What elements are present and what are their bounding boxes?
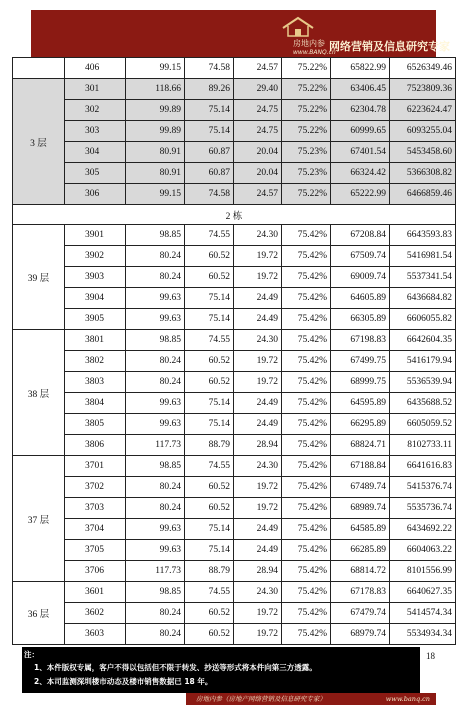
value-cell: 60.87 bbox=[185, 142, 234, 163]
floor-cell: 39 层 bbox=[13, 225, 65, 330]
value-cell: 6643593.83 bbox=[390, 225, 456, 246]
value-cell: 6640627.35 bbox=[390, 582, 456, 603]
table-row bbox=[13, 267, 456, 288]
value-cell: 66305.89 bbox=[331, 309, 390, 330]
value-cell: 6434692.22 bbox=[390, 519, 456, 540]
value-cell: 75.14 bbox=[185, 414, 234, 435]
value-cell: 6642604.35 bbox=[390, 330, 456, 351]
table-row bbox=[13, 142, 456, 163]
value-cell: 80.91 bbox=[126, 163, 185, 184]
house-logo-icon bbox=[281, 16, 315, 38]
value-cell: 80.91 bbox=[126, 142, 185, 163]
room-cell: 303 bbox=[65, 121, 126, 142]
value-cell: 117.73 bbox=[126, 435, 185, 456]
value-cell: 65822.99 bbox=[331, 58, 390, 79]
table-row bbox=[13, 121, 456, 142]
value-cell: 28.94 bbox=[234, 435, 282, 456]
value-cell: 24.75 bbox=[234, 121, 282, 142]
value-cell: 5534934.34 bbox=[390, 624, 456, 645]
value-cell: 75.42% bbox=[282, 372, 331, 393]
value-cell: 75.14 bbox=[185, 100, 234, 121]
value-cell: 75.14 bbox=[185, 393, 234, 414]
room-cell: 3602 bbox=[65, 603, 126, 624]
value-cell: 99.63 bbox=[126, 309, 185, 330]
value-cell: 66324.42 bbox=[331, 163, 390, 184]
value-cell: 66285.89 bbox=[331, 540, 390, 561]
value-cell: 24.57 bbox=[234, 184, 282, 205]
value-cell: 8102733.11 bbox=[390, 435, 456, 456]
value-cell: 75.42% bbox=[282, 561, 331, 582]
value-cell: 98.85 bbox=[126, 582, 185, 603]
value-cell: 24.57 bbox=[234, 58, 282, 79]
value-cell: 75.42% bbox=[282, 624, 331, 645]
value-cell: 74.55 bbox=[185, 582, 234, 603]
page-number: 18 bbox=[426, 651, 435, 661]
table-row bbox=[13, 330, 456, 351]
table-row bbox=[13, 100, 456, 121]
value-cell: 24.49 bbox=[234, 414, 282, 435]
room-cell: 3601 bbox=[65, 582, 126, 603]
value-cell: 67188.84 bbox=[331, 456, 390, 477]
room-cell: 3905 bbox=[65, 309, 126, 330]
value-cell: 75.42% bbox=[282, 435, 331, 456]
value-cell: 19.72 bbox=[234, 477, 282, 498]
value-cell: 99.63 bbox=[126, 519, 185, 540]
value-cell: 75.42% bbox=[282, 477, 331, 498]
value-cell: 80.24 bbox=[126, 498, 185, 519]
table-row bbox=[13, 58, 456, 79]
value-cell: 29.40 bbox=[234, 79, 282, 100]
value-cell: 5536539.94 bbox=[390, 372, 456, 393]
room-cell: 305 bbox=[65, 163, 126, 184]
value-cell: 99.15 bbox=[126, 184, 185, 205]
value-cell: 63406.45 bbox=[331, 79, 390, 100]
value-cell: 19.72 bbox=[234, 624, 282, 645]
room-cell: 406 bbox=[65, 58, 126, 79]
room-cell: 3904 bbox=[65, 288, 126, 309]
notes-line-2: 2、本司监测深圳楼市动态及楼市销售数据已 18 年。 bbox=[34, 677, 213, 686]
value-cell: 75.42% bbox=[282, 456, 331, 477]
room-cell: 3901 bbox=[65, 225, 126, 246]
table-row bbox=[13, 477, 456, 498]
value-cell: 75.42% bbox=[282, 267, 331, 288]
table-row bbox=[13, 456, 456, 477]
value-cell: 68999.75 bbox=[331, 372, 390, 393]
value-cell: 19.72 bbox=[234, 603, 282, 624]
value-cell: 67208.84 bbox=[331, 225, 390, 246]
value-cell: 64595.89 bbox=[331, 393, 390, 414]
table-row bbox=[13, 246, 456, 267]
value-cell: 89.26 bbox=[185, 79, 234, 100]
value-cell: 68979.74 bbox=[331, 624, 390, 645]
value-cell: 74.55 bbox=[185, 330, 234, 351]
value-cell: 67489.74 bbox=[331, 477, 390, 498]
value-cell: 19.72 bbox=[234, 372, 282, 393]
table-row bbox=[13, 288, 456, 309]
value-cell: 69009.74 bbox=[331, 267, 390, 288]
value-cell: 60.87 bbox=[185, 163, 234, 184]
room-cell: 3704 bbox=[65, 519, 126, 540]
value-cell: 99.63 bbox=[126, 540, 185, 561]
value-cell: 62304.78 bbox=[331, 100, 390, 121]
room-cell: 3603 bbox=[65, 624, 126, 645]
table-row bbox=[13, 184, 456, 205]
value-cell: 68814.72 bbox=[331, 561, 390, 582]
value-cell: 67509.74 bbox=[331, 246, 390, 267]
value-cell: 74.55 bbox=[185, 225, 234, 246]
value-cell: 24.30 bbox=[234, 582, 282, 603]
table-row bbox=[13, 435, 456, 456]
value-cell: 60.52 bbox=[185, 246, 234, 267]
value-cell: 74.58 bbox=[185, 58, 234, 79]
value-cell: 75.42% bbox=[282, 288, 331, 309]
room-cell: 306 bbox=[65, 184, 126, 205]
value-cell: 20.04 bbox=[234, 163, 282, 184]
room-cell: 3802 bbox=[65, 351, 126, 372]
value-cell: 60.52 bbox=[185, 351, 234, 372]
value-cell: 64585.89 bbox=[331, 519, 390, 540]
value-cell: 99.63 bbox=[126, 288, 185, 309]
value-cell: 74.58 bbox=[185, 184, 234, 205]
value-cell: 5415376.74 bbox=[390, 477, 456, 498]
value-cell: 80.24 bbox=[126, 477, 185, 498]
header-title: 网络营销及信息研究专家 bbox=[329, 40, 450, 53]
value-cell: 65222.99 bbox=[331, 184, 390, 205]
value-cell: 67401.54 bbox=[331, 142, 390, 163]
value-cell: 24.49 bbox=[234, 309, 282, 330]
value-cell: 6641616.83 bbox=[390, 456, 456, 477]
value-cell: 75.42% bbox=[282, 582, 331, 603]
logo-name: 房地内参 bbox=[293, 39, 325, 48]
notes-line-1: 1、本件版权专属，客户不得以包括但不限于转发、抄送等形式将本件向第三方透露。 bbox=[34, 663, 317, 672]
floor-cell: 36 层 bbox=[13, 582, 65, 645]
value-cell: 67178.83 bbox=[331, 582, 390, 603]
floor-cell: 38 层 bbox=[13, 330, 65, 456]
floor-cell bbox=[13, 58, 65, 79]
room-cell: 3801 bbox=[65, 330, 126, 351]
value-cell: 118.66 bbox=[126, 79, 185, 100]
table-row bbox=[13, 624, 456, 645]
value-cell: 6436684.82 bbox=[390, 288, 456, 309]
value-cell: 67198.83 bbox=[331, 330, 390, 351]
value-cell: 6223624.47 bbox=[390, 100, 456, 121]
value-cell: 75.42% bbox=[282, 540, 331, 561]
value-cell: 60.52 bbox=[185, 603, 234, 624]
table-row bbox=[13, 603, 456, 624]
value-cell: 6604063.22 bbox=[390, 540, 456, 561]
value-cell: 75.22% bbox=[282, 79, 331, 100]
value-cell: 75.42% bbox=[282, 414, 331, 435]
room-cell: 3803 bbox=[65, 372, 126, 393]
value-cell: 75.22% bbox=[282, 184, 331, 205]
room-cell: 3805 bbox=[65, 414, 126, 435]
value-cell: 75.42% bbox=[282, 330, 331, 351]
value-cell: 80.24 bbox=[126, 267, 185, 288]
value-cell: 60.52 bbox=[185, 372, 234, 393]
value-cell: 6606055.82 bbox=[390, 309, 456, 330]
value-cell: 75.22% bbox=[282, 100, 331, 121]
value-cell: 28.94 bbox=[234, 561, 282, 582]
value-cell: 5535736.74 bbox=[390, 498, 456, 519]
value-cell: 75.14 bbox=[185, 121, 234, 142]
value-cell: 64605.89 bbox=[331, 288, 390, 309]
value-cell: 117.73 bbox=[126, 561, 185, 582]
value-cell: 75.22% bbox=[282, 58, 331, 79]
value-cell: 75.42% bbox=[282, 498, 331, 519]
page-footer bbox=[186, 693, 436, 705]
value-cell: 19.72 bbox=[234, 498, 282, 519]
room-cell: 3702 bbox=[65, 477, 126, 498]
value-cell: 6526349.46 bbox=[390, 58, 456, 79]
room-cell: 3706 bbox=[65, 561, 126, 582]
value-cell: 75.14 bbox=[185, 288, 234, 309]
value-cell: 67499.75 bbox=[331, 351, 390, 372]
value-cell: 68989.74 bbox=[331, 498, 390, 519]
value-cell: 19.72 bbox=[234, 267, 282, 288]
table-row bbox=[13, 540, 456, 561]
room-cell: 302 bbox=[65, 100, 126, 121]
value-cell: 24.30 bbox=[234, 330, 282, 351]
building-row bbox=[13, 205, 456, 225]
value-cell: 24.30 bbox=[234, 225, 282, 246]
table-row bbox=[13, 372, 456, 393]
value-cell: 19.72 bbox=[234, 246, 282, 267]
room-cell: 304 bbox=[65, 142, 126, 163]
value-cell: 99.15 bbox=[126, 58, 185, 79]
value-cell: 75.42% bbox=[282, 603, 331, 624]
value-cell: 75.23% bbox=[282, 142, 331, 163]
value-cell: 6435688.52 bbox=[390, 393, 456, 414]
value-cell: 75.14 bbox=[185, 309, 234, 330]
floor-cell: 3 层 bbox=[13, 79, 65, 205]
building-label: 2 栋 bbox=[13, 205, 456, 225]
value-cell: 6093255.04 bbox=[390, 121, 456, 142]
value-cell: 80.24 bbox=[126, 246, 185, 267]
value-cell: 5366308.82 bbox=[390, 163, 456, 184]
value-cell: 99.63 bbox=[126, 414, 185, 435]
value-cell: 67479.74 bbox=[331, 603, 390, 624]
table-row bbox=[13, 582, 456, 603]
value-cell: 5416179.94 bbox=[390, 351, 456, 372]
value-cell: 88.79 bbox=[185, 561, 234, 582]
table-row bbox=[13, 561, 456, 582]
value-cell: 6466859.46 bbox=[390, 184, 456, 205]
value-cell: 75.14 bbox=[185, 519, 234, 540]
table-row bbox=[13, 414, 456, 435]
room-cell: 3705 bbox=[65, 540, 126, 561]
room-cell: 301 bbox=[65, 79, 126, 100]
value-cell: 60.52 bbox=[185, 498, 234, 519]
value-cell: 6605059.52 bbox=[390, 414, 456, 435]
value-cell: 80.24 bbox=[126, 351, 185, 372]
floor-cell: 37 层 bbox=[13, 456, 65, 582]
value-cell: 68824.71 bbox=[331, 435, 390, 456]
table-row bbox=[13, 393, 456, 414]
value-cell: 24.30 bbox=[234, 456, 282, 477]
room-cell: 3806 bbox=[65, 435, 126, 456]
page-header bbox=[31, 10, 450, 57]
value-cell: 80.24 bbox=[126, 372, 185, 393]
value-cell: 60.52 bbox=[185, 624, 234, 645]
value-cell: 24.75 bbox=[234, 100, 282, 121]
table-row bbox=[13, 225, 456, 246]
value-cell: 75.22% bbox=[282, 121, 331, 142]
value-cell: 5416981.54 bbox=[390, 246, 456, 267]
table-row bbox=[13, 519, 456, 540]
value-cell: 60.52 bbox=[185, 477, 234, 498]
value-cell: 75.42% bbox=[282, 519, 331, 540]
table-row bbox=[13, 309, 456, 330]
value-cell: 99.63 bbox=[126, 393, 185, 414]
value-cell: 24.49 bbox=[234, 288, 282, 309]
room-cell: 3703 bbox=[65, 498, 126, 519]
value-cell: 88.79 bbox=[185, 435, 234, 456]
room-cell: 3903 bbox=[65, 267, 126, 288]
room-cell: 3902 bbox=[65, 246, 126, 267]
table-body bbox=[13, 58, 456, 645]
value-cell: 66295.89 bbox=[331, 414, 390, 435]
value-cell: 98.85 bbox=[126, 330, 185, 351]
table-row bbox=[13, 351, 456, 372]
value-cell: 24.49 bbox=[234, 393, 282, 414]
table-row bbox=[13, 163, 456, 184]
value-cell: 5537341.54 bbox=[390, 267, 456, 288]
notes-title: 注： bbox=[24, 650, 39, 659]
value-cell: 60.52 bbox=[185, 267, 234, 288]
value-cell: 75.42% bbox=[282, 393, 331, 414]
footer-text: 房地内参（房地产网络营销及信息研究专家） bbox=[196, 695, 326, 703]
room-cell: 3804 bbox=[65, 393, 126, 414]
value-cell: 24.49 bbox=[234, 540, 282, 561]
value-cell: 75.14 bbox=[185, 540, 234, 561]
value-cell: 5453458.60 bbox=[390, 142, 456, 163]
value-cell: 5414574.34 bbox=[390, 603, 456, 624]
value-cell: 24.49 bbox=[234, 519, 282, 540]
value-cell: 75.42% bbox=[282, 246, 331, 267]
value-cell: 75.42% bbox=[282, 309, 331, 330]
room-cell: 3701 bbox=[65, 456, 126, 477]
value-cell: 74.55 bbox=[185, 456, 234, 477]
value-cell: 75.42% bbox=[282, 351, 331, 372]
value-cell: 80.24 bbox=[126, 603, 185, 624]
value-cell: 99.89 bbox=[126, 121, 185, 142]
value-cell: 19.72 bbox=[234, 351, 282, 372]
value-cell: 8101556.99 bbox=[390, 561, 456, 582]
logo-domain: www.BANQ.cn bbox=[293, 49, 336, 56]
value-cell: 98.85 bbox=[126, 225, 185, 246]
value-cell: 98.85 bbox=[126, 456, 185, 477]
value-cell: 20.04 bbox=[234, 142, 282, 163]
value-cell: 60999.65 bbox=[331, 121, 390, 142]
price-table bbox=[12, 57, 456, 645]
value-cell: 7523809.36 bbox=[390, 79, 456, 100]
value-cell: 75.42% bbox=[282, 225, 331, 246]
footer-domain: www.banq.cn bbox=[385, 695, 430, 703]
table-row bbox=[13, 498, 456, 519]
value-cell: 99.89 bbox=[126, 100, 185, 121]
notes-box bbox=[22, 647, 420, 693]
value-cell: 75.23% bbox=[282, 163, 331, 184]
value-cell: 80.24 bbox=[126, 624, 185, 645]
table-row bbox=[13, 79, 456, 100]
